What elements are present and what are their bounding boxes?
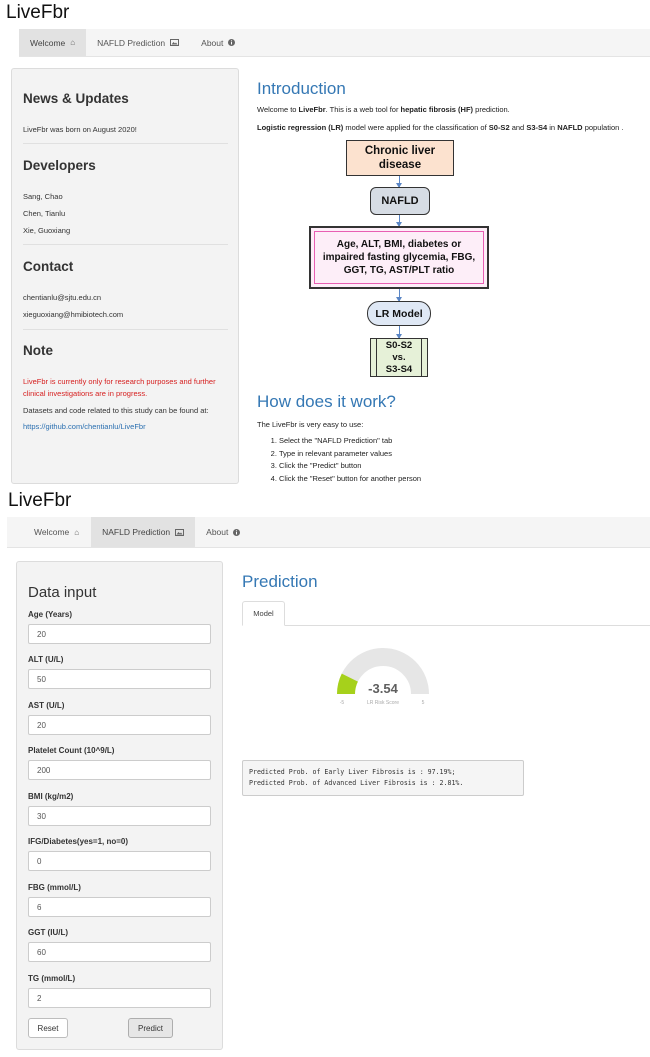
note-warning: LiveFbr is currently only for research purposes and further [23, 377, 216, 386]
data-input-heading: Data input [28, 584, 97, 601]
fbg-input[interactable]: 6 [28, 897, 211, 917]
flowchart-box-stages-right-bar [421, 339, 422, 376]
alt-input[interactable]: 50 [28, 669, 211, 689]
tg-input[interactable]: 2 [28, 988, 211, 1008]
age-label: Age (Years) [28, 610, 73, 619]
home-icon: ⌂ [70, 38, 76, 47]
flowchart-box-stages-left-bar [376, 339, 377, 376]
flowchart-box-stages: S0-S2 vs. S3-S4 [370, 338, 428, 377]
lr-risk-gauge [331, 642, 435, 708]
developer-name: Chen, Tianlu [23, 209, 66, 218]
ggt-input[interactable]: 60 [28, 942, 211, 962]
tg-label: TG (mmol/L) [28, 974, 76, 983]
intro-line-2: Logistic regression (LR) model were applied for the classification of S0-S2 and S3-S4 in NAFLD population . [257, 123, 624, 132]
ifg-diabetes-label: IFG/Diabetes(yes=1, no=0) [28, 837, 129, 846]
tab-nafld-prediction-label: NAFLD Prediction [102, 527, 171, 537]
github-link[interactable]: https://github.com/chentianlu/LiveFbr [23, 422, 146, 431]
prediction-heading: Prediction [242, 572, 318, 591]
note-text: Datasets and code related to this study can be found at: [23, 406, 209, 415]
tab-welcome-label: Welcome [34, 527, 70, 537]
divider [23, 329, 228, 330]
app-title: LiveFbr [8, 490, 72, 511]
note-heading: Note [23, 343, 53, 358]
tab-model[interactable]: Model [242, 601, 285, 626]
tab-about[interactable] [195, 517, 251, 547]
news-heading: News & Updates [23, 91, 129, 106]
age-input[interactable]: 20 [28, 624, 211, 644]
tab-about[interactable] [190, 29, 246, 56]
bmi-input[interactable]: 30 [28, 806, 211, 826]
developers-heading: Developers [23, 158, 96, 173]
prediction-output-line: Predicted Prob. of Early Liver Fibrosis is : 97.19%; [249, 768, 456, 776]
prediction-output [242, 760, 524, 796]
how-intro: The LiveFbr is very easy to use: [257, 420, 364, 429]
contact-email: chentianlu@sjtu.edu.cn [23, 293, 102, 302]
ggt-label: GGT (IU/L) [28, 928, 68, 937]
app-title: LiveFbr [6, 2, 70, 23]
how-does-it-work-heading: How does it work? [257, 392, 396, 411]
tab-bar-line [242, 625, 650, 626]
prediction-output-line: Predicted Prob. of Advanced Liver Fibrosis is : 2.81%. [249, 779, 464, 787]
navbar [19, 29, 650, 57]
tab-about-label: About [201, 37, 224, 48]
flowchart-arrow [399, 176, 400, 187]
welcome-sidebar [11, 68, 239, 484]
bmi-label: BMI (kg/m2) [28, 792, 74, 801]
flowchart-box-parameters: Age, ALT, BMI, diabetes or impaired fasting glycemia, FBG, GGT, TG, AST/PLT ratio [309, 226, 489, 289]
flowchart-box-nafld: NAFLD [370, 187, 430, 215]
gauge-min-label: -5 [339, 700, 345, 706]
platelet-input[interactable]: 200 [28, 760, 211, 780]
how-steps-list [257, 435, 421, 485]
gauge-label: LR Risk Score [367, 700, 399, 706]
list-item: 3. Click the "Predict" button [279, 460, 421, 473]
intro-line-1: Welcome to LiveFbr. This is a web tool for hepatic fibrosis (HF) prediction. [257, 105, 510, 114]
flowchart-box-chronic-liver-disease: Chronic liver disease [346, 140, 454, 176]
platelet-label: Platelet Count (10^9/L) [28, 746, 115, 755]
tab-nafld-prediction[interactable] [86, 29, 190, 56]
ifg-diabetes-input[interactable]: 0 [28, 851, 211, 871]
contact-email: xieguoxiang@hmibiotech.com [23, 310, 124, 319]
ast-input[interactable]: 20 [28, 715, 211, 735]
image-icon [170, 39, 179, 46]
list-item: 2. Type in relevant parameter values [279, 448, 421, 461]
divider [23, 143, 228, 144]
divider [23, 244, 228, 245]
gauge-value: -3.54 [368, 681, 398, 696]
tab-nafld-prediction-label: NAFLD Prediction [97, 37, 166, 48]
fbg-label: FBG (mmol/L) [28, 883, 81, 892]
list-item: 4. Click the "Reset" button for another person [279, 473, 421, 486]
info-icon [228, 39, 235, 46]
developer-name: Sang, Chao [23, 192, 63, 201]
gauge-max-label: 5 [421, 700, 425, 706]
list-item: 1. Select the "NAFLD Prediction" tab [279, 435, 421, 448]
predict-button[interactable]: Predict [128, 1018, 173, 1038]
contact-heading: Contact [23, 259, 74, 274]
flowchart-arrow [399, 326, 400, 338]
tab-welcome-label: Welcome [30, 37, 66, 48]
gauge-fill [346, 678, 350, 694]
ast-label: AST (U/L) [28, 701, 65, 710]
note-warning: clinical investigations are in progress. [23, 389, 148, 398]
home-icon: ⌂ [74, 527, 80, 537]
tab-welcome[interactable] [7, 517, 91, 547]
reset-button[interactable]: Reset [28, 1018, 68, 1038]
tab-nafld-prediction[interactable] [91, 517, 195, 547]
introduction-heading: Introduction [257, 79, 346, 98]
flowchart-arrow [399, 215, 400, 226]
developer-name: Xie, Guoxiang [23, 226, 71, 235]
image-icon [175, 529, 184, 536]
flowchart-box-lr-model: LR Model [367, 301, 431, 326]
flowchart-arrow [399, 289, 400, 301]
navbar [7, 517, 650, 548]
tab-about-label: About [206, 527, 229, 537]
data-input-sidebar [16, 561, 223, 1050]
tab-welcome[interactable] [19, 29, 86, 56]
info-icon [233, 529, 240, 536]
news-text: LiveFbr was born on August 2020! [23, 125, 137, 134]
alt-label: ALT (U/L) [28, 655, 64, 664]
